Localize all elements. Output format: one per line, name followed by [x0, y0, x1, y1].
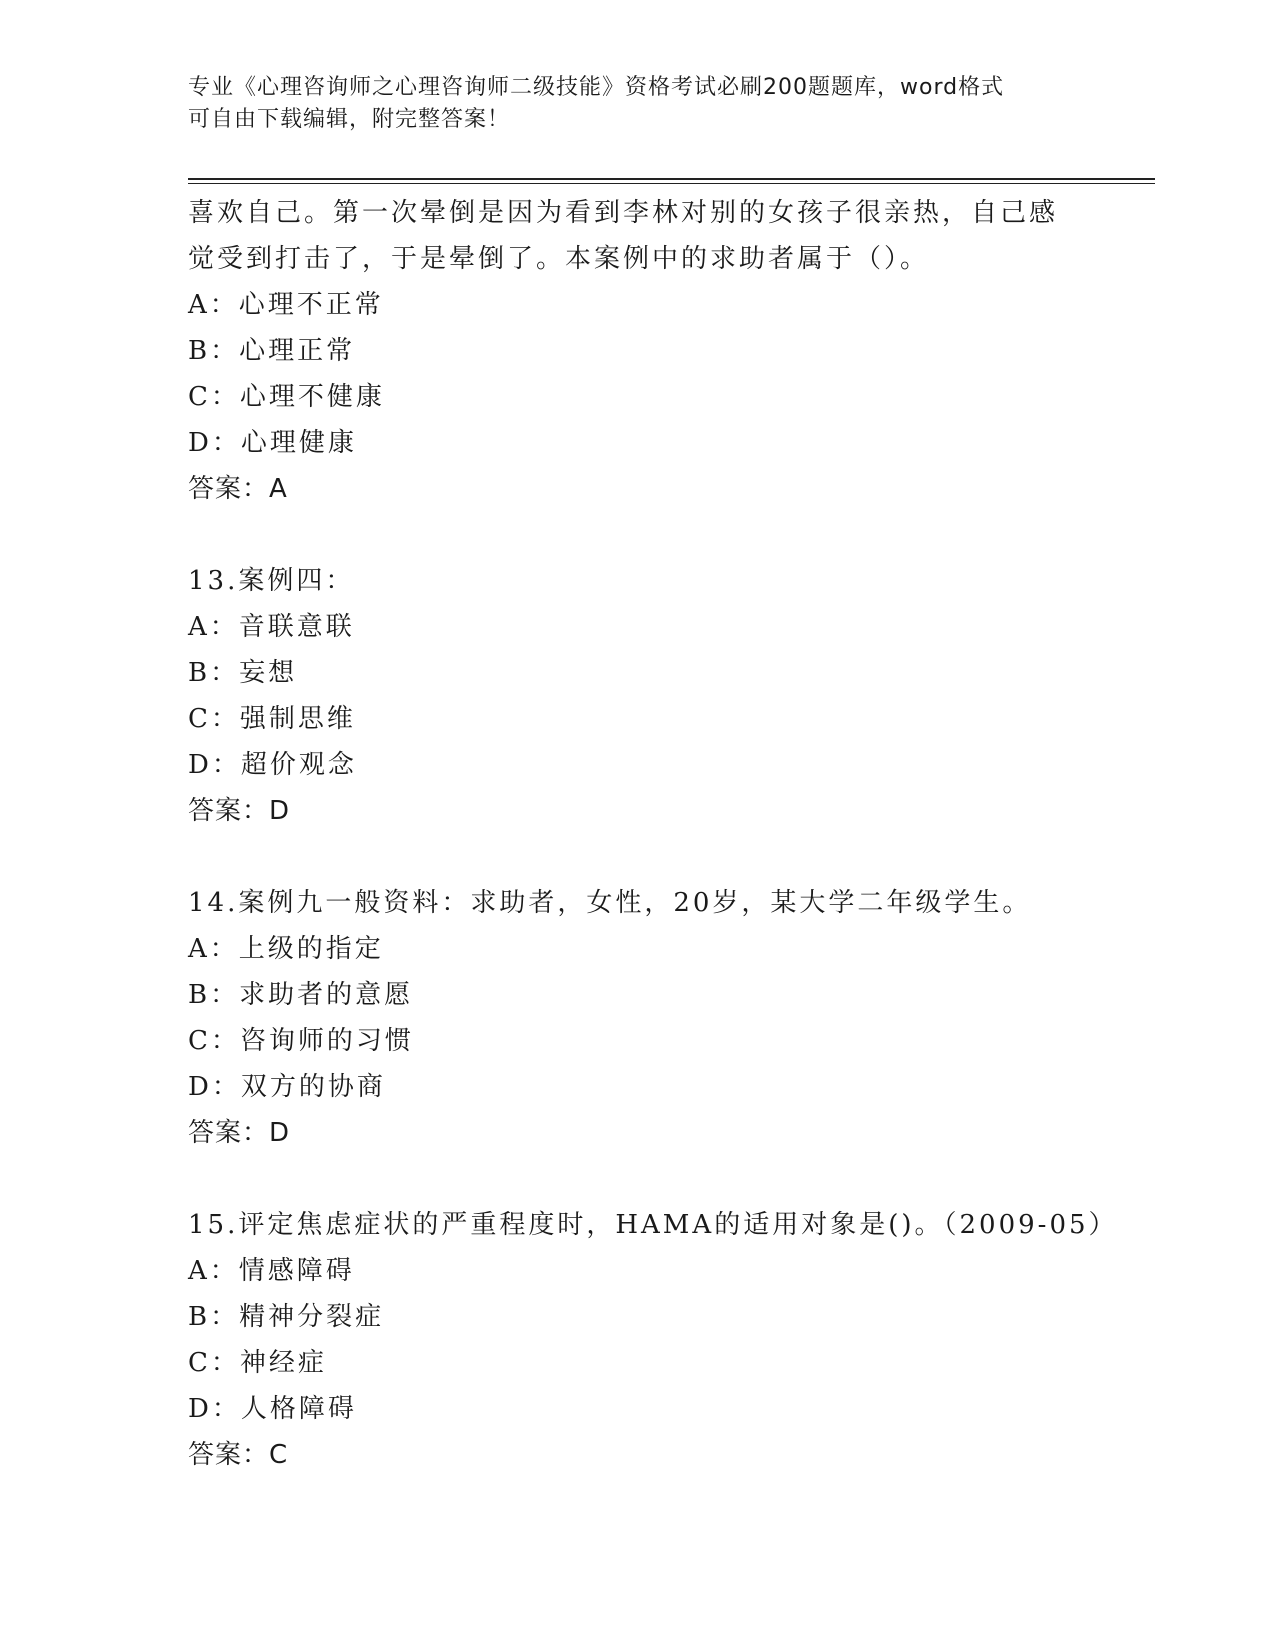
option-b: B：求助者的意愿: [188, 980, 414, 1010]
option-b: B：精神分裂症: [188, 1302, 385, 1332]
question-stem: 15.评定焦虑症状的严重程度时，HAMA的适用对象是()。（2009-05）: [188, 1210, 1118, 1240]
header-line-2: 可自由下载编辑，附完整答案！: [188, 107, 511, 132]
question-stem: 14.案例九一般资料：求助者，女性，20岁，某大学二年级学生。: [188, 888, 1032, 918]
question-stem-line: 喜欢自己。第一次晕倒是因为看到李林对别的女孩子很亲热，自己感: [188, 198, 1059, 228]
question-content: [188, 190, 1118, 1478]
option-d: D：超价观念: [188, 750, 357, 780]
question-15: [188, 1202, 1118, 1478]
question-14: [188, 880, 1088, 1156]
question-stem-line: 觉受到打击了，于是晕倒了。本案例中的求助者属于（）。: [188, 244, 930, 274]
header-divider-thick: [188, 178, 1155, 180]
option-b: B：心理正常: [188, 336, 356, 366]
header-line-1: 专业《心理咨询师之心理咨询师二级技能》资格考试必刷200题题库，word格式: [188, 75, 1005, 100]
option-a: A：音联意联: [188, 612, 355, 642]
option-d: D：人格障碍: [188, 1394, 357, 1424]
question-13: [188, 558, 1088, 834]
option-d: D：双方的协商: [188, 1072, 386, 1102]
answer-line: 答案：D: [188, 1118, 291, 1148]
option-b: B：妄想: [188, 658, 298, 688]
document-header: [188, 72, 1088, 136]
header-divider-thin: [188, 183, 1155, 184]
answer-line: 答案：C: [188, 1440, 289, 1470]
option-d: D：心理健康: [188, 428, 357, 458]
option-a: A：上级的指定: [188, 934, 384, 964]
answer-line: 答案：D: [188, 796, 291, 826]
option-c: C：强制思维: [188, 704, 356, 734]
question-12-continued: [188, 190, 1088, 512]
option-c: C：心理不健康: [188, 382, 385, 412]
option-c: C：咨询师的习惯: [188, 1026, 414, 1056]
option-a: A：情感障碍: [188, 1256, 355, 1286]
option-c: C：神经症: [188, 1348, 327, 1378]
answer-line: 答案：A: [188, 474, 288, 504]
question-stem: 13.案例四：: [188, 566, 355, 596]
option-a: A：心理不正常: [188, 290, 384, 320]
